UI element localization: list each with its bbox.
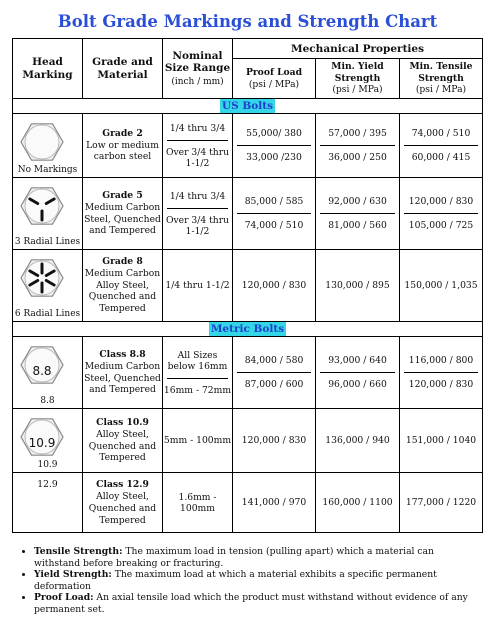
size-range-cell: 1/4 thru 3/4 Over 3/4 thru 1-1/2 bbox=[163, 178, 233, 250]
yield-strength-cell: 57,000 / 395 36,000 / 250 bbox=[316, 114, 400, 178]
size-range-cell: All Sizes below 16mm 16mm - 72mm bbox=[163, 337, 233, 409]
head-marking-cell bbox=[13, 409, 83, 473]
bolt-head-icon bbox=[19, 255, 65, 301]
header-yield-strength: Min. Yield Strength (psi / MPa) bbox=[316, 59, 400, 99]
yield-strength-cell: 92,000 / 630 81,000 / 560 bbox=[316, 178, 400, 250]
tensile-strength-cell: 120,000 / 830 105,000 / 725 bbox=[400, 178, 483, 250]
tensile-strength-cell: 150,000 / 1,035 bbox=[400, 250, 483, 322]
proof-load-cell: 120,000 / 830 bbox=[233, 409, 316, 473]
head-marking-label: 8.8 bbox=[40, 396, 55, 406]
proof-load-cell: 85,000 / 585 74,000 / 510 bbox=[233, 178, 316, 250]
definition-item: • Yield Strength: The maximum load at which a material exhibits a specific permanent deformation bbox=[34, 569, 482, 592]
section-metric-bolts: Metric Bolts bbox=[13, 322, 483, 337]
bolt-head-icon bbox=[19, 183, 65, 229]
grade-material-cell: Class 8.8 Medium Carbon Steel, Quenched and Tempered bbox=[83, 337, 163, 409]
definition-item: • Proof Load: An axial tensile load which the product must withstand without evidence of any permanent set. bbox=[34, 592, 482, 615]
head-marking-label: No Markings bbox=[17, 165, 78, 175]
proof-load-cell: 120,000 / 830 bbox=[233, 250, 316, 322]
table-row bbox=[13, 178, 483, 250]
tensile-strength-cell: 151,000 / 1040 bbox=[400, 409, 483, 473]
tensile-strength-cell: 74,000 / 510 60,000 / 415 bbox=[400, 114, 483, 178]
yield-strength-cell: 160,000 / 1100 bbox=[316, 473, 400, 533]
yield-strength-cell: 130,000 / 895 bbox=[316, 250, 400, 322]
table-row bbox=[13, 114, 483, 178]
grade-material-cell: Grade 2 Low or medium carbon steel bbox=[83, 114, 163, 178]
header-proof-load: Proof Load (psi / MPa) bbox=[233, 59, 316, 99]
grade-material-cell: Grade 8 Medium Carbon Alloy Steel, Quenched and Tempered bbox=[83, 250, 163, 322]
size-range-cell: 1.6mm - 100mm bbox=[163, 473, 233, 533]
head-marking-label: 3 Radial Lines bbox=[14, 237, 81, 247]
table-row bbox=[13, 409, 483, 473]
proof-load-cell: 141,000 / 970 bbox=[233, 473, 316, 533]
size-range-cell: 5mm - 100mm bbox=[163, 409, 233, 473]
header-mechanical-properties: Mechanical Properties bbox=[233, 39, 483, 59]
head-marking-label: 6 Radial Lines bbox=[14, 309, 81, 319]
bolt-head-icon bbox=[19, 414, 65, 460]
section-us-bolts: US Bolts bbox=[13, 99, 483, 114]
tensile-strength-cell: 116,000 / 800 120,000 / 830 bbox=[400, 337, 483, 409]
definition-item: • Tensile Strength: The maximum load in tension (pulling apart) which a material can withstand before breaking or fracturing. bbox=[34, 546, 482, 569]
size-range-cell: 1/4 thru 3/4 Over 3/4 thru 1-1/2 bbox=[163, 114, 233, 178]
page-title: Bolt Grade Markings and Strength Chart bbox=[57, 12, 438, 31]
header-head-marking: Head Marking bbox=[13, 39, 83, 99]
head-marking-cell bbox=[13, 114, 83, 178]
header-grade-material: Grade and Material bbox=[83, 39, 163, 99]
head-marking-cell: 12.9 bbox=[13, 473, 83, 533]
head-marking-label: 10.9 bbox=[37, 460, 58, 470]
header-nominal-size: Nominal Size Range (inch / mm) bbox=[163, 39, 233, 99]
bolt-head-icon bbox=[19, 342, 65, 388]
header-tensile-strength: Min. Tensile Strength (psi / MPa) bbox=[400, 59, 483, 99]
size-range-cell: 1/4 thru 1-1/2 bbox=[163, 250, 233, 322]
grade-material-cell: Class 12.9 Alloy Steel, Quenched and Tempered bbox=[83, 473, 163, 533]
yield-strength-cell: 136,000 / 940 bbox=[316, 409, 400, 473]
proof-load-cell: 84,000 / 580 87,000 / 600 bbox=[233, 337, 316, 409]
head-marking-cell bbox=[13, 337, 83, 409]
bolt-head-icon bbox=[19, 119, 65, 165]
metric-bolts-rows bbox=[13, 337, 483, 533]
definitions-notes bbox=[12, 546, 482, 615]
bolt-grade-table bbox=[12, 38, 483, 533]
tensile-strength-cell: 177,000 / 1220 bbox=[400, 473, 483, 533]
us-bolts-rows bbox=[13, 114, 483, 322]
table-row bbox=[13, 250, 483, 322]
table-row bbox=[13, 473, 483, 533]
grade-material-cell: Grade 5 Medium Carbon Steel, Quenched and Tempered bbox=[83, 178, 163, 250]
table-row bbox=[13, 337, 483, 409]
head-marking-cell bbox=[13, 250, 83, 322]
svg-text:10.9: 10.9 bbox=[28, 436, 56, 450]
grade-material-cell: Class 10.9 Alloy Steel, Quenched and Tempered bbox=[83, 409, 163, 473]
proof-load-cell: 55,000/ 380 33,000 /230 bbox=[233, 114, 316, 178]
yield-strength-cell: 93,000 / 640 96,000 / 660 bbox=[316, 337, 400, 409]
svg-text:8.8: 8.8 bbox=[32, 364, 52, 378]
head-marking-cell bbox=[13, 178, 83, 250]
